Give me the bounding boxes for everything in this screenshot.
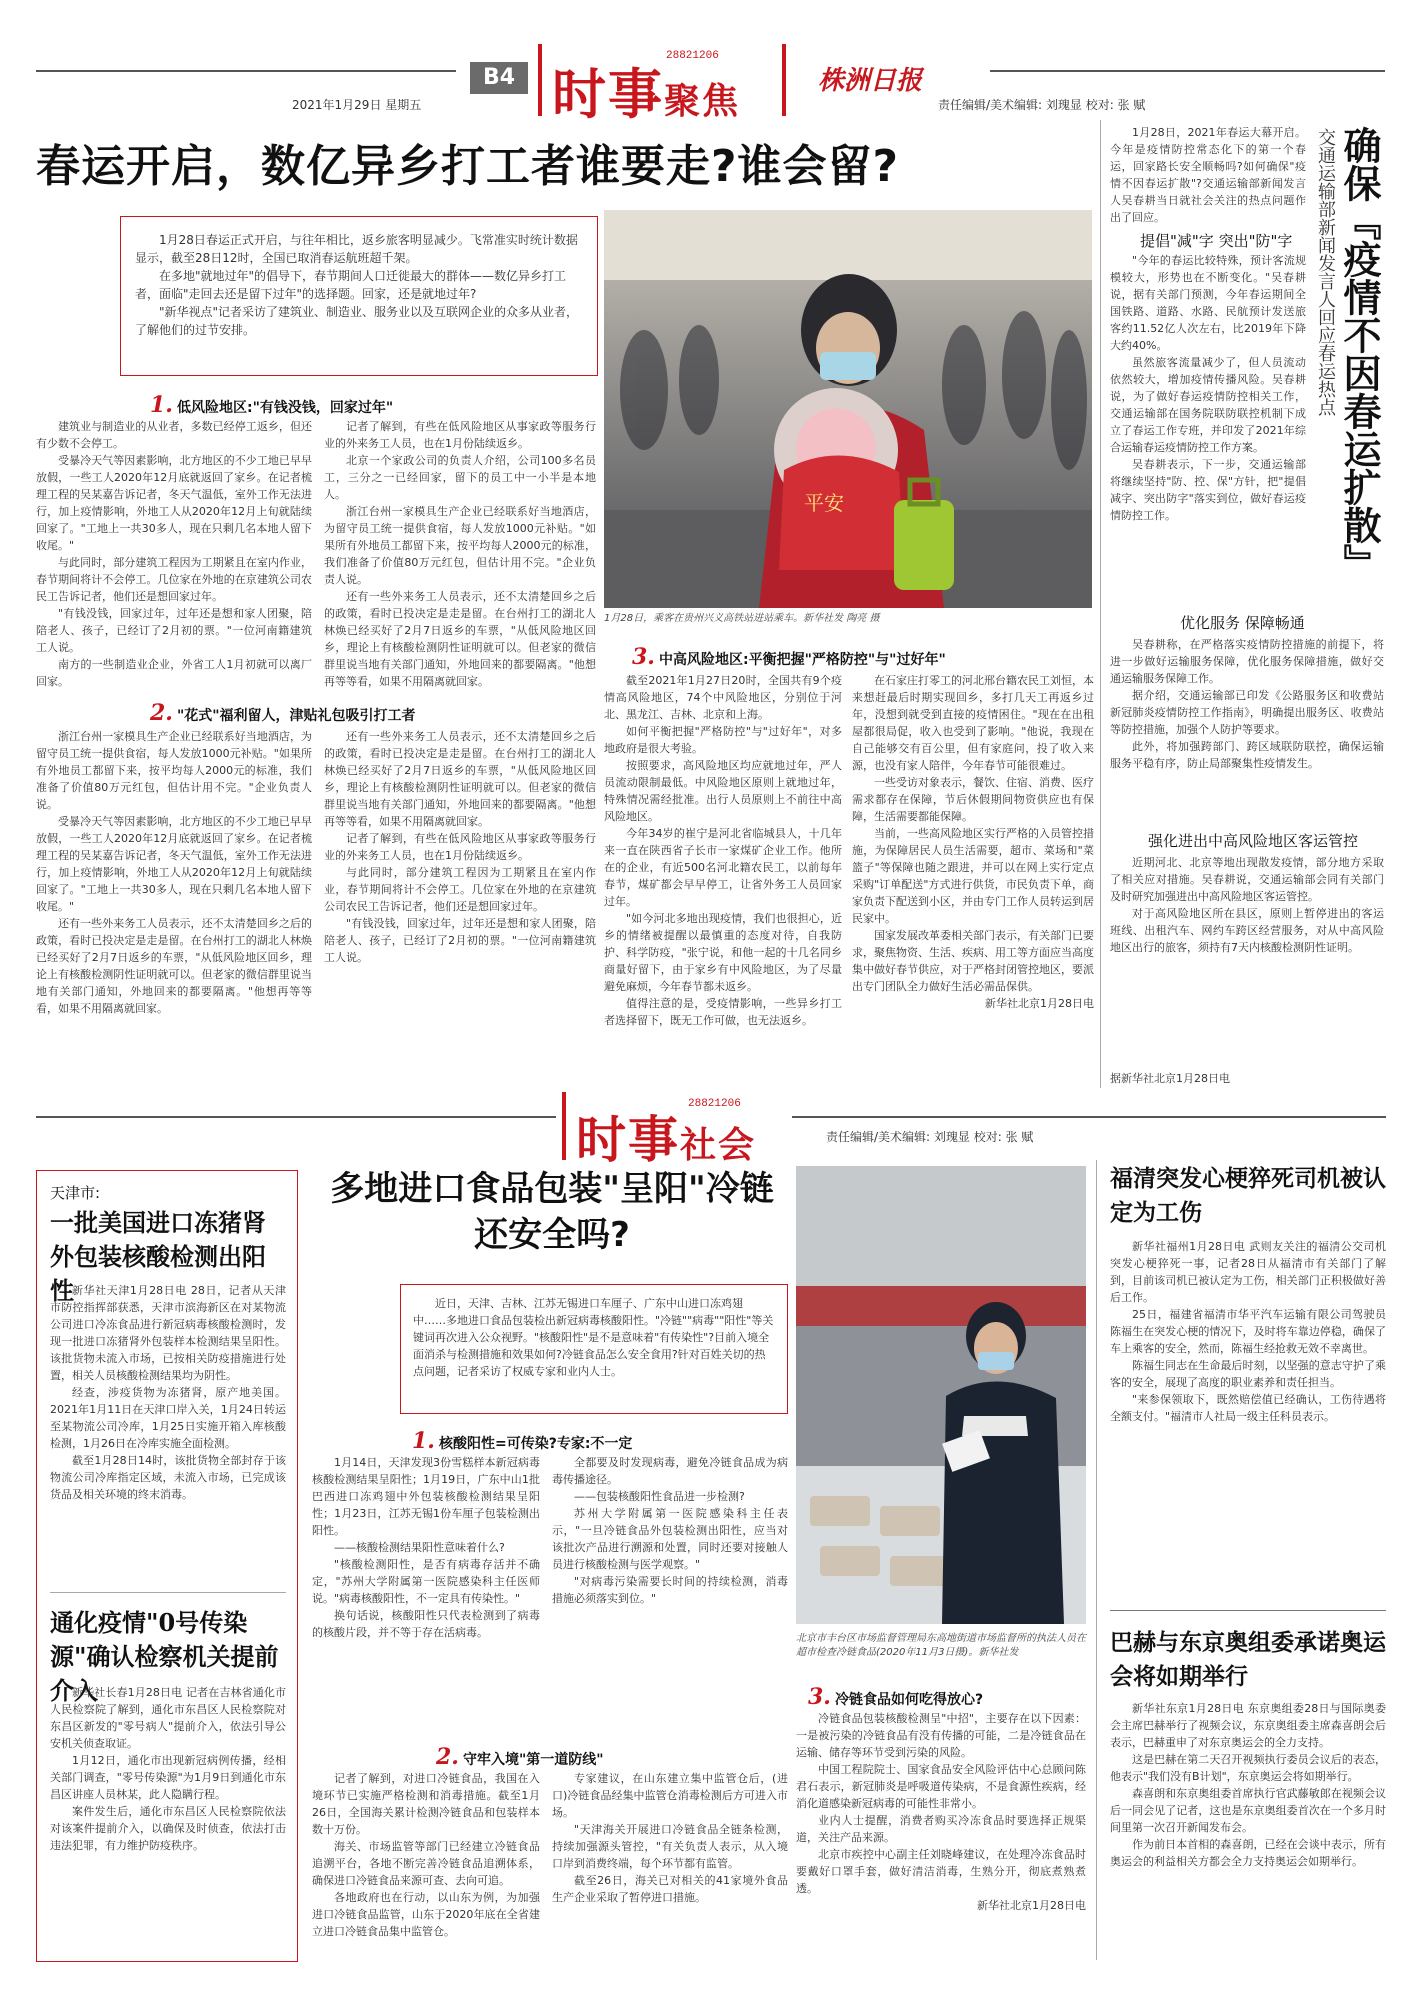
lead-paragraph: 1月28日春运正式开启，与往年相比，返乡旅客明显减少。飞常准实时统计数据显示，截至28日12时，全国已取消春运航班超千架。 (135, 233, 578, 265)
main-photo-illustration (604, 210, 1092, 608)
section-2-column-1: 浙江台州一家模具生产企业已经联系好当地酒店，为留守员工统一提供食宿，每人发放1000元补贴。"如果所有外地员工都留下来，按平均每人2000元的标准，我们准备了价值80万元红包，但估计用不完。"企业负责人说。 受暴冷天气等因素影响，北方地区的不少工地已早早放假，一些工人2020年12月底就返回了家乡。在记者梳理工程的吴某嘉告诉记者，冬天气温低，室外工作无法进行，加上疫情影响，外地工人从2020年12月上旬就陆续回家了。"工地上一共30多人，现在只剩几名本地人留下收尾。" 还有一些外来务工人员表示，还不太清楚回乡之后的政策，看时已投决定是走是留。在台州打工的湖北人林焕已经买好了2月7日返乡的车票，"从低风险地区回乡，理论上有核酸检测阴性证明就可以。但老家的微信群里说当地有关部门通知，外地回来的都要隔离。"他想再等等看，如果不用隔离就回家。 (36, 730, 312, 1015)
section-2-column-2: 还有一些外来务工人员表示，还不太清楚回乡之后的政策，看时已投决定是走是留。在台州打工的湖北人林焕已经买好了2月7日返乡的车票，"从低风险地区回乡，理论上有核酸检测阴性证明就可以。但老家的微信群里说当地有关部门通知，外地回来的都要隔离。"他想再等等看，如果不用隔离就回家。 记者了解到，有些在低风险地区从事家政等服务行业的外来务工人员，也在1月份陆续返乡。 与此同时，部分建筑工程因为工期紧且在室内作业，春节期间将计不会停工。几位家在外地的在京建筑公司农民工告诉记者，他们还是想回家过年。 "有钱没钱，回家过年，过年还是想和家人团聚，陪陪老人、孩子，已经订了2月初的票。"一位河南籍建筑工人说。 (324, 730, 596, 964)
lead-paragraph: "新华视点"记者采访了建筑业、制造业、服务业以及互联网企业的众多从业者，了解他们的过节安排。 (135, 305, 579, 337)
coldchain-section-3-body: 冷链食品包装核酸检测呈"中招"，主要存在以下因素：一是被污染的冷链食品有没有传播的可能，二是冷链食品在运输、储存等环节受到污染的风险。 中国工程院院士、国家食品安全风险评估中心总顾问陈君石表示，新冠肺炎是呼吸道传染病，不是食源性疾病，经消化道感染新冠病毒的可能性非常小。 业内人士提醒，消费者购买冷冻食品时要选择正规渠道，关注产品来源。 北京市疾控中心副主任刘晓峰建议，在处理冷冻食品时要戴好口罩手套，做好清洁消毒，生熟分开，彻底煮熟煮透。 新华社北京1月28日电 (796, 1712, 1086, 1912)
bach-title: 巴赫与东京奥组委承诺奥运会将如期举行 (1110, 1629, 1386, 1690)
sidebar-section-3: 近期河北、北京等地出现散发疫情，部分地方采取了相关应对措施。吴春耕说，交通运输部会同有关部门及时研究加强进出中高风险地区客运管控。 对于高风险地区所在县区，原则上暂停进出的客运班线、出租汽车、网约车跨区经营服务，对从中高风险地区出行的旅客，须持有7天内核酸检测阴性证明。 (1110, 856, 1384, 954)
right-divider (1110, 1610, 1386, 1611)
svg-text:平安: 平安 (804, 491, 844, 515)
sidebar-subtitle: 交通运输部新闻发言人回应春运热点 (1315, 128, 1336, 416)
sidebar-kicker-1: 提倡"减"字 突出"防"字 (1140, 232, 1293, 250)
sidebar-kicker-2: 优化服务 保障畅通 (1180, 614, 1305, 632)
lead-paragraph: 在多地"就地过年"的倡导下，春节期间人口迁徙最大的群体——数亿异乡打工者，面临"走回去还是留下过年"的选择题。回家，还是就地过年? (135, 269, 567, 301)
section-3-column-1: 截至2021年1月27日20时，全国共有9个疫情高风险地区，74个中风险地区，分别位于河北、黑龙江、吉林、北京和上海。 如何平衡把握"严格防控"与"过好年"，对多地政府是很大考验。 按照要求，高风险地区均应就地过年，严人员流动限制最低。中风险地区原则上就地过年，特殊情况需经批准。出行人员原则上不前往中高风险地区。 今年34岁的崔宁是河北省临城县人，十几年来一直在陕西省子长市一家煤矿企业工作。他所在的企业，有近500名河北籍农民工，以前每年春节，煤矿都会早早停工，让省外务工人员回家过年。 "如今河北多地出现疫情，我们也很担心，近乡的情绪被提醒以最慎重的态度对待，自我防护、科学防疫，"张宁说，和他一起的十几名同乡商量好留下，由于家乡有中风险地区，为了尽量避免麻烦，今年春节都未返乡。 值得注意的是，受疫情影响，一些异乡打工者选择留下，既无工作可做，也无法返乡。 (604, 674, 842, 1027)
section-1-heading: 1. 低风险地区:"有钱没钱，回家过年" (150, 392, 394, 418)
society-hotline: 28821206 (688, 1098, 741, 1110)
hotline: 28821206 (666, 50, 719, 62)
coldchain-section-1-col-1: 1月14日，天津发现3份雪糕样本新冠病毒核酸检测结果呈阳性；1月19日，广东中山1批巴西进口冻鸡翅中外包装核酸检测结果呈阳性；1月23日，江苏无锡1份车厘子包装检测出阳性。 ——核酸检测结果阳性意味着什么? "核酸检测阳性，是否有病毒存活并不确定，"苏州大学附属第一医院感染科主任医师说。"病毒核酸阳性，不一定具有传染性。" 换句话说，核酸阳性只代表检测到了病毒的核酸片段，并不等于存在活病毒。 (312, 1456, 540, 1639)
sidebar-credit: 据新华社北京1月28日电 (1110, 1072, 1230, 1085)
fuqing-title: 福清突发心梗猝死司机被认定为工伤 (1110, 1165, 1386, 1226)
coldchain-section-2-heading: 2. 守牢入境"第一道防线" (436, 1744, 604, 1770)
section-brand: 时事聚焦 (552, 63, 741, 126)
main-photo (604, 210, 1092, 608)
section-2-heading: 2. "花式"福利留人，津贴礼包吸引打工者 (150, 700, 416, 726)
section-1-column-1: 建筑业与制造业的从业者，多数已经停工返乡，但还有少数不会停工。 受暴冷天气等因素影响，北方地区的不少工地已早早放假，一些工人2020年12月底就返回了家乡。在记者梳理工程的吴某嘉告诉记者，冬天气温低，室外工作无法进行，加上疫情影响，外地工人从2020年12月上旬就陆续回家了。"工地上一共30多人，现在只剩几名本地人留下收尾。" 与此同时，部分建筑工程因为工期紧且在室内作业，春节期间将计不会停工。几位家在外地的在京建筑公司农民工告诉记者，他们还是想回家过年。 "有钱没钱，回家过年，过年还是想和家人团聚，陪陪老人、孩子，已经订了2月初的票。"一位河南籍建筑工人说。 南方的一些制造业企业，外省工人1月初就可以离厂回家。 (36, 420, 312, 688)
tianjin-kicker: 天津市: (50, 1184, 101, 1202)
coldchain-section-2-col-2: 专家建议，在山东建立集中监管仓后，(进口)冷链食品经集中监管仓消毒检测后方可进入市场。 "天津海关开展进口冷链食品全链条检测，持续加强源头管控，"有关负责人表示，从入境口岸到消费终端，每个环节都有监管。 截至26日，海关已对相关的41家境外食品生产企业采取了暂停进口措施。 (552, 1772, 788, 1904)
sidebar-title: 确保『疫情不因春运扩散』 (1337, 126, 1382, 582)
coldchain-lead: 近日，天津、吉林、江苏无锡进口车厘子、广东中山进口冻鸡翅中……多地进口食品包装检出新冠病毒核酸阳性。"冷链""病毒""阳性"等关键词再次进入公众视野。"核酸阳性"是不是意味着"有传染性"?目前入境全面消杀与检测措施和效果如何?冷链食品怎么安全食用?针对百姓关切的热点问题，记者采访了权威专家和业内人士。 (400, 1284, 788, 1414)
lead-box (120, 216, 598, 376)
sidebar-kicker-3: 强化进出中高风险地区客运管控 (1148, 832, 1359, 850)
section-3-column-2: 在石家庄打零工的河北邢台籍农民工刘恒，本来想赶最后时期实现回乡，多打几天工再返乡过年，没想到就受到直接的疫情困住。"现在在出租屋都很局促，收入也受到了影响。"他说，我现在自己能够交有百公里，但有家庭问，投了收入来源，也没有家人陪伴，今年春节可能很难过。 一些受访对象表示，餐饮、住宿、消费、医疗需求都存在保障，节后休假期间物资供应也有保障，生活需要都能保障。 当前，一些高风险地区实行严格的入员管控措施，为保障居民人员生活需要，超市、菜场和"菜篮子"等保障也随之跟进，并可以在网上实行定点采购"订单配送"方式进行供货，市民负责下单，商家负责下配送到小区，并由专门工作人员转运到居民家中。 国家发展改革委相关部门表示，有关部门已要求，聚焦物资、生活、疾病、用工等方面应当高度集中做好春节供应，对于严格封闭管控地区，要派出专门团队全力做好生活必需品保供。 新华社北京1月28日电 (852, 674, 1094, 1010)
section-3-heading: 3. 中高风险地区:平衡把握"严格防控"与"过好年" (632, 644, 946, 670)
coldchain-section-2-col-1: 记者了解到，对进口冷链食品，我国在入境环节已实施严格检测和消毒措施。截至1月26日，全国海关累计检测冷链食品和包装样本数十万份。 海关、市场监管等部门已经建立冷链食品追溯平台，各地不断完善冷链食品追溯体系，确保进口冷链食品来源可查、去向可追。 各地政府也在行动，以山东为例，为加强进口冷链食品监管，山东于2020年底在全省建立进口冷链食品集中监管仓。 (312, 1772, 540, 1938)
society-brand-bar (562, 1092, 566, 1160)
sidebar-intro: 1月28日，2021年春运大幕开启。今年是疫情防控常态化下的第一个春运，回家路长安全顺畅吗?如何确保"疫情不因春运扩散"?交通运输部新闻发言人吴春耕当日就社会关注的热点问题作出了回应。 (1110, 126, 1306, 224)
page-number: B4 (470, 62, 528, 94)
section-1-column-2: 记者了解到，有些在低风险地区从事家政等服务行业的外来务工人员，也在1月份陆续返乡。 北京一个家政公司的负责人介绍，公司100多名员工，三分之一已经回家，留下的员工中一小半是本地人。 浙江台州一家模具生产企业已经联系好当地酒店，为留守员工统一提供食宿，每人发放1000元补贴。"如果所有外地员工都留下来，按平均每人2000元的标准，我们准备了价值80万元红包，但估计用不完。"企业负责人说。 还有一些外来务工人员表示，还不太清楚回乡之后的政策，看时已投决定是走是留。在台州打工的湖北人林焕已经买好了2月7日返乡的车票，"从低风险地区回乡，理论上有核酸检测阴性证明就可以。但老家的微信群里说当地有关部门通知，外地回来的都要隔离。"他想再等等看，如果不用隔离就回家。 (324, 420, 596, 688)
bach-body: 新华社东京1月28日电 东京奥组委28日与国际奥委会主席巴赫举行了视频会议，东京奥组委主席森喜朗会后表示，巴赫重申了对东京奥运会的全力支持。 这是巴赫在第二天召开视频执行委员会议后的表态，他表示"我们没有B计划"，东京奥运会将如期举行。 森喜朗和东京奥组委首席执行官武藤敏郎在视频会议后一同会见了记者，这也是东京奥组委首次在一个多月时间里第一次召开新闻发布会。 作为前日本首相的森喜朗，已经在会谈中表示，所有奥运会的利益相关方都会全力支持奥运会如期举行。 (1110, 1702, 1386, 1868)
society-editor-credit: 责任编辑/美术编辑: 刘瑰显 校对: 张 赋 (826, 1130, 1034, 1144)
coldchain-photo (796, 1166, 1086, 1624)
coldchain-section-1-col-2: 全都要及时发现病毒，避免冷链食品成为病毒传播途径。 ——包装核酸阳性食品进一步检测? 苏州大学附属第一医院感染科主任表示，"一旦冷链食品外包装检测出阳性，应当对该批次产品进行溯源和处置，同时还要对接触人员进行核酸检测与医学观察。" "对病毒污染需要长时间的持续检测，消毒措施必须落实到位。" (552, 1456, 788, 1605)
coldchain-section-1-heading: 1. 核酸阳性=可传染?专家:不一定 (412, 1428, 633, 1454)
tianjin-body: 新华社天津1月28日电 28日，记者从天津市防控指挥部获悉，天津市滨海新区在对某物流公司进口冷冻食品进行新冠病毒核酸检测时，发现一批进口冻猪肾外包装样本检测结果呈阳性。该批货物未流入市场，已按相关防疫措施进行处置，相关人员核酸检测结果均为阴性。 经查，涉疫货物为冻猪肾，原产地美国。2021年1月11日在天津口岸入关，1月24日转运至某物流公司冷库，1月25日实施开箱入库核酸检测，1月26日在冷库实施全面检测。 截至1月28日14时，该批货物全部封存于该物流公司冷库指定区域，未流入市场，已完成该货品及相关环境的终末消毒。 (50, 1284, 286, 1501)
brand-bar (538, 44, 542, 116)
editor-credit: 责任编辑/美术编辑: 刘瑰显 校对: 张 赋 (938, 98, 1146, 112)
fuqing-body: 新华社福州1月28日电 武则友关注的福清公交司机突发心梗猝死一事，记者28日从福清市有关部门了解到，目前该司机已被认定为工伤，相关部门正积极做好善后工作。 25日，福建省福清市华平汽车运输有限公司驾驶员陈福生在突发心梗的情况下，及时将车靠边停稳，确保了车上乘客的安全，然而，陈福生经抢救无效不幸离世。 陈福生同志在生命最后时刻，以坚强的意志守护了乘客的安全，展现了高度的职业素养和责任担当。 "来参保领取下，既然赔偿值已经确认，工伤待遇将全额支付。"福清市人社局一级主任科员表示。 (1110, 1240, 1386, 1423)
sidebar-section-2: 吴春耕称，在严格落实疫情防控措施的前提下，将进一步做好运输服务保障，优化服务保障措施，做好交通运输服务保障工作。 据介绍，交通运输部已印发《公路服务区和收费站新冠肺炎疫情防控工作指南》，明确提出服务区、收费站等防控措施，加强个人防护等要求。 此外，将加强跨部门、跨区域联防联控，确保运输服务平稳有序，防止局部聚集性疫情发生。 (1110, 638, 1384, 770)
coldchain-title: 多地进口食品包装"呈阳"冷链还安全吗? (330, 1169, 774, 1255)
society-column-divider (1096, 1160, 1097, 1960)
column-divider (1100, 120, 1101, 1088)
photo-caption: 1月28日，乘客在贵州兴义高铁站进站乘车。新华社发 陶亮 摄 (604, 613, 880, 624)
main-headline: 春运开启，数亿异乡打工者谁要走?谁会留? (36, 141, 900, 192)
paper-name: 株洲日报 (818, 66, 923, 96)
coldchain-photo-illustration (796, 1166, 1086, 1624)
coldchain-photo-caption: 北京市丰台区市场监督管理局东高地街道市场监督所的执法人员在超市检查冷链食品(2020年11月3日摄)。新华社发 (796, 1633, 1086, 1658)
left-divider (50, 1592, 286, 1593)
tonghua-title: 通化疫情"0号传染源"确认检察机关提前介入 (50, 1608, 279, 1705)
sidebar-section-1: "今年的春运比较特殊，预计客流规模较大，形势也在不断变化。"吴春耕说，据有关部门预测，今年春运期间全国铁路、道路、水路、民航预计发送旅客约11.52亿人次左右，比2019年下降大约40%。 虽然旅客流量减少了，但人员流动依然较大，增加疫情传播风险。吴春耕说，为了做好春运疫情防控相关工作，交通运输部在国务院联防联控机制下成立了春运工作专班，并印发了2021年综合运输春运疫情防控工作方案。 吴春耕表示，下一步，交通运输部将继续坚持"防、控、保"方针，把"提倡减字、突出防字"落实到位，做好春运疫情防控工作。 (1110, 254, 1306, 522)
brand-bar-right (782, 44, 786, 116)
society-section-brand: 时事社会 (576, 1111, 757, 1169)
coldchain-section-3-heading: 3. 冷链食品如何吃得放心? (808, 1684, 984, 1710)
tianjin-title: 一批美国进口冻猪肾外包装核酸检测出阳性 (50, 1208, 266, 1305)
tonghua-body: 新华社长春1月28日电 记者在吉林省通化市人民检察院了解到，通化市东昌区人民检察院对东昌区新发的"零号病人"提前介入，依法引导公安机关侦查取证。 1月12日，通化市出现新冠病例传播，经相关部门调查，"零号传染源"为1月9日到通化市东昌区讲座人员林某，此人隐瞒行程。 案件发生后，通化市东昌区人民检察院依法对该案件提前介入，以确保及时侦查，依法打击违法犯罪，有力维护防疫秩序。 (50, 1686, 286, 1852)
issue-date: 2021年1月29日 星期五 (292, 98, 422, 112)
